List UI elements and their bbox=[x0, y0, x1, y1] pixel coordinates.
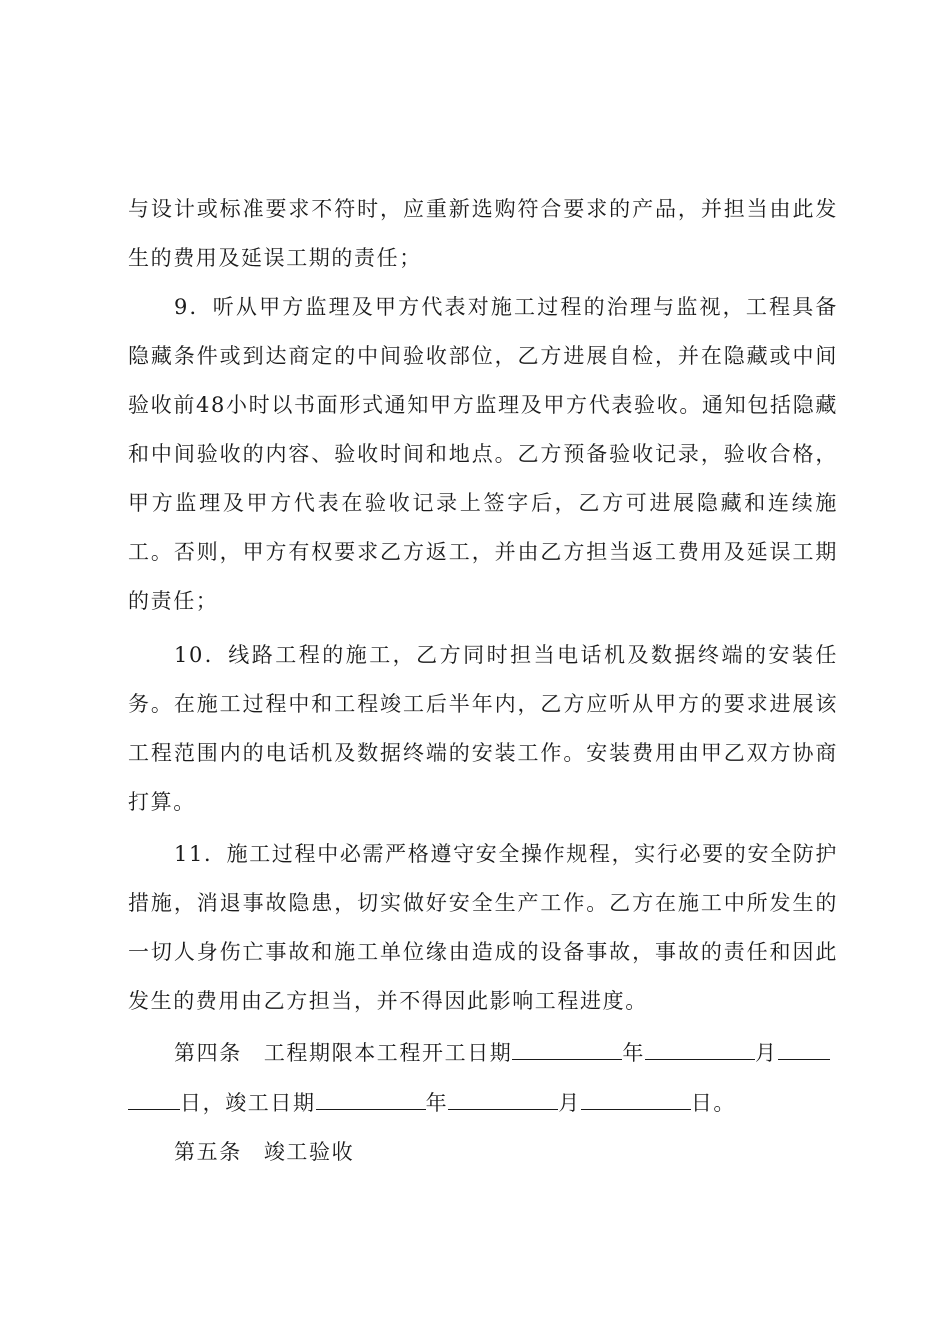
end-month-blank bbox=[448, 1089, 558, 1110]
paragraph-item-9: 9．听从甲方监理及甲方代表对施工过程的治理与监视，工程具备隐藏条件或到达商定的中间验收部位，乙方进展自检，并在隐藏或中间验收前48小时以书面形式通知甲方监理及甲方代表验收。通知包括隐藏和中间验收的内容、验收时间和地点。乙方预备验收记录，验收合格，甲方监理及甲方代表在验收记录上签字后，乙方可进展隐藏和连续施工。否则，甲方有权要求乙方返工，并由乙方担当返工费用及延误工期的责任； bbox=[128, 295, 838, 613]
end-day-label: 日。 bbox=[690, 1091, 737, 1115]
article-4-heading: 第四条 bbox=[174, 1041, 242, 1065]
start-day-blank-part1 bbox=[778, 1039, 830, 1060]
start-month-label: 月 bbox=[755, 1041, 778, 1065]
start-month-blank bbox=[645, 1039, 755, 1060]
paragraph-item-11: 11．施工过程中必需严格遵守安全操作规程，实行必要的安全防护措施，消退事故隐患，切实做好安全生产工作。乙方在施工中所发生的一切人身伤亡事故和施工单位缘由造成的设备事故，事故的责任和因此发生的费用由乙方担当，并不得因此影响工程进度。 bbox=[128, 842, 838, 1013]
article-4-line-1 bbox=[174, 1029, 830, 1078]
article-5-line bbox=[174, 1128, 354, 1177]
completion-date-label: 日，竣工日期 bbox=[180, 1091, 316, 1115]
start-year-blank bbox=[512, 1039, 622, 1060]
start-day-blank-part2 bbox=[128, 1089, 180, 1110]
article-4-line-2 bbox=[128, 1079, 736, 1128]
paragraph-continuation: 与设计或标准要求不符时，应重新选购符合要求的产品，并担当由此发生的费用及延误工期的责任； bbox=[128, 197, 838, 270]
end-day-blank bbox=[581, 1089, 691, 1110]
article-4-text: 工程期限本工程开工日期 bbox=[263, 1041, 513, 1065]
end-month-label: 月 bbox=[558, 1091, 581, 1115]
paragraph-item-10: 10．线路工程的施工，乙方同时担当电话机及数据终端的安装任务。在施工过程中和工程竣工后半年内，乙方应听从甲方的要求进展该工程范围内的电话机及数据终端的安装工作。安装费用由甲乙双方协商打算。 bbox=[128, 643, 838, 814]
start-year-label: 年 bbox=[622, 1041, 646, 1065]
article-5-title: 竣工验收 bbox=[263, 1140, 355, 1164]
end-year-blank bbox=[316, 1089, 426, 1110]
end-year-label: 年 bbox=[425, 1091, 449, 1115]
article-5-heading: 第五条 bbox=[174, 1140, 242, 1164]
